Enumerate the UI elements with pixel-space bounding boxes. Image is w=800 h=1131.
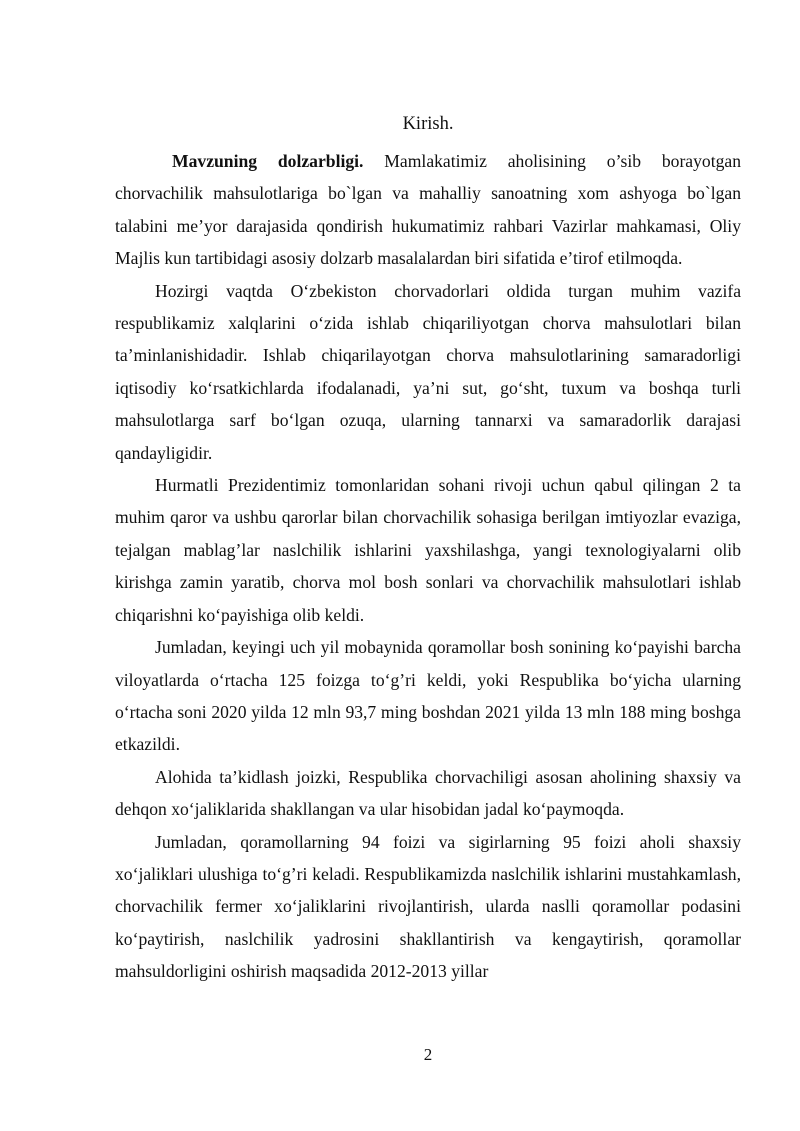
paragraph-text: Jumladan, qoramollarning 94 foizi va sigirlarning 95 foizi aholi shaxsiy xo‘jaliklari ulushiga to‘g’ri keladi. Respublikamizda naslchilik ishlarini mustahkamlash, chorvachilik fermer xo‘jaliklarini rivojlantirish, ularda naslli qoramollar podasini ko‘paytirish, naslchilik yadrosini shakllantirish va kengaytirish, qoramollar mahsuldorligini oshirish maqsadida 2012-2013 yillar <box>115 831 741 982</box>
paragraph <box>115 761 741 826</box>
paragraph <box>115 469 741 631</box>
paragraph-text: Hurmatli Prezidentimiz tomonlaridan sohani rivoji uchun qabul qilingan 2 ta muhim qaror va ushbu qarorlar bilan chorvachilik sohasiga berilgan imtiyozlar evaziga, tejalgan mablag’lar naslchilik ishlarini yaxshilashga, yangi texnologiyalarni olib kirishga zamin yaratib, chorva mol bosh sonlari va chorvachilik mahsulotlari ishlab chiqarishni ko‘payishiga olib keldi. <box>115 475 741 625</box>
paragraph <box>115 631 741 761</box>
paragraph-text: Hozirgi vaqtda O‘zbekiston chorvadorlari oldida turgan muhim vazifa respublikamiz xalqlarini o‘zida ishlab chiqariliyotgan chorva mahsulotlari bilan ta’minlanishidadir. Ishlab chiqarilayotgan chorva mahsulotlarining samaradorligi iqtisodiy ko‘rsatkichlarda ifodalanadi, ya’ni sut, go‘sht, tuxum va boshqa turli mahsulotlarga sarf bo‘lgan ozuqa, ularning tannarxi va samaradorlik darajasi qandayligidir. <box>115 280 741 463</box>
paragraph-text: Mamlakatimiz aholisining o’sib borayotgan chorvachilik mahsulotlariga bo`lgan va mahalliy sanoatning xom ashyoga bo`lgan talabini me’yor darajasida qondirish hukumatimiz rahbari Vazirlar mahkamasi, Oliy Majlis kun tartibidagi asosiy dolzarb masalalardan biri sifatida e’tirof etilmoqda. <box>115 151 741 269</box>
paragraph <box>115 826 741 988</box>
page-number: 2 <box>423 1045 433 1064</box>
paragraph-relevance <box>115 145 741 275</box>
paragraph-lead-heading: Mavzuning dolzarbligi. <box>172 151 364 171</box>
document-body <box>115 145 741 988</box>
paragraph <box>115 275 741 469</box>
paragraph-text: Jumladan, keyingi uch yil mobaynida qoramollar bosh sonining ko‘payishi barcha viloyatlarda o‘rtacha 125 foizga to‘g’ri keldi, yoki Respublika bo‘yicha ularning o‘rtacha soni 2020 yilda 12 mln 93,7 ming boshdan 2021 yilda 13 mln 188 ming boshga etkazildi. <box>115 637 741 755</box>
page-title: Kirish. <box>402 114 454 134</box>
paragraph-text: Alohida ta’kidlash joizki, Respublika chorvachiligi asosan aholining shaxsiy va dehqon xo‘jaliklarida shakllangan va ular hisobidan jadal ko‘paymoqda. <box>115 766 741 820</box>
